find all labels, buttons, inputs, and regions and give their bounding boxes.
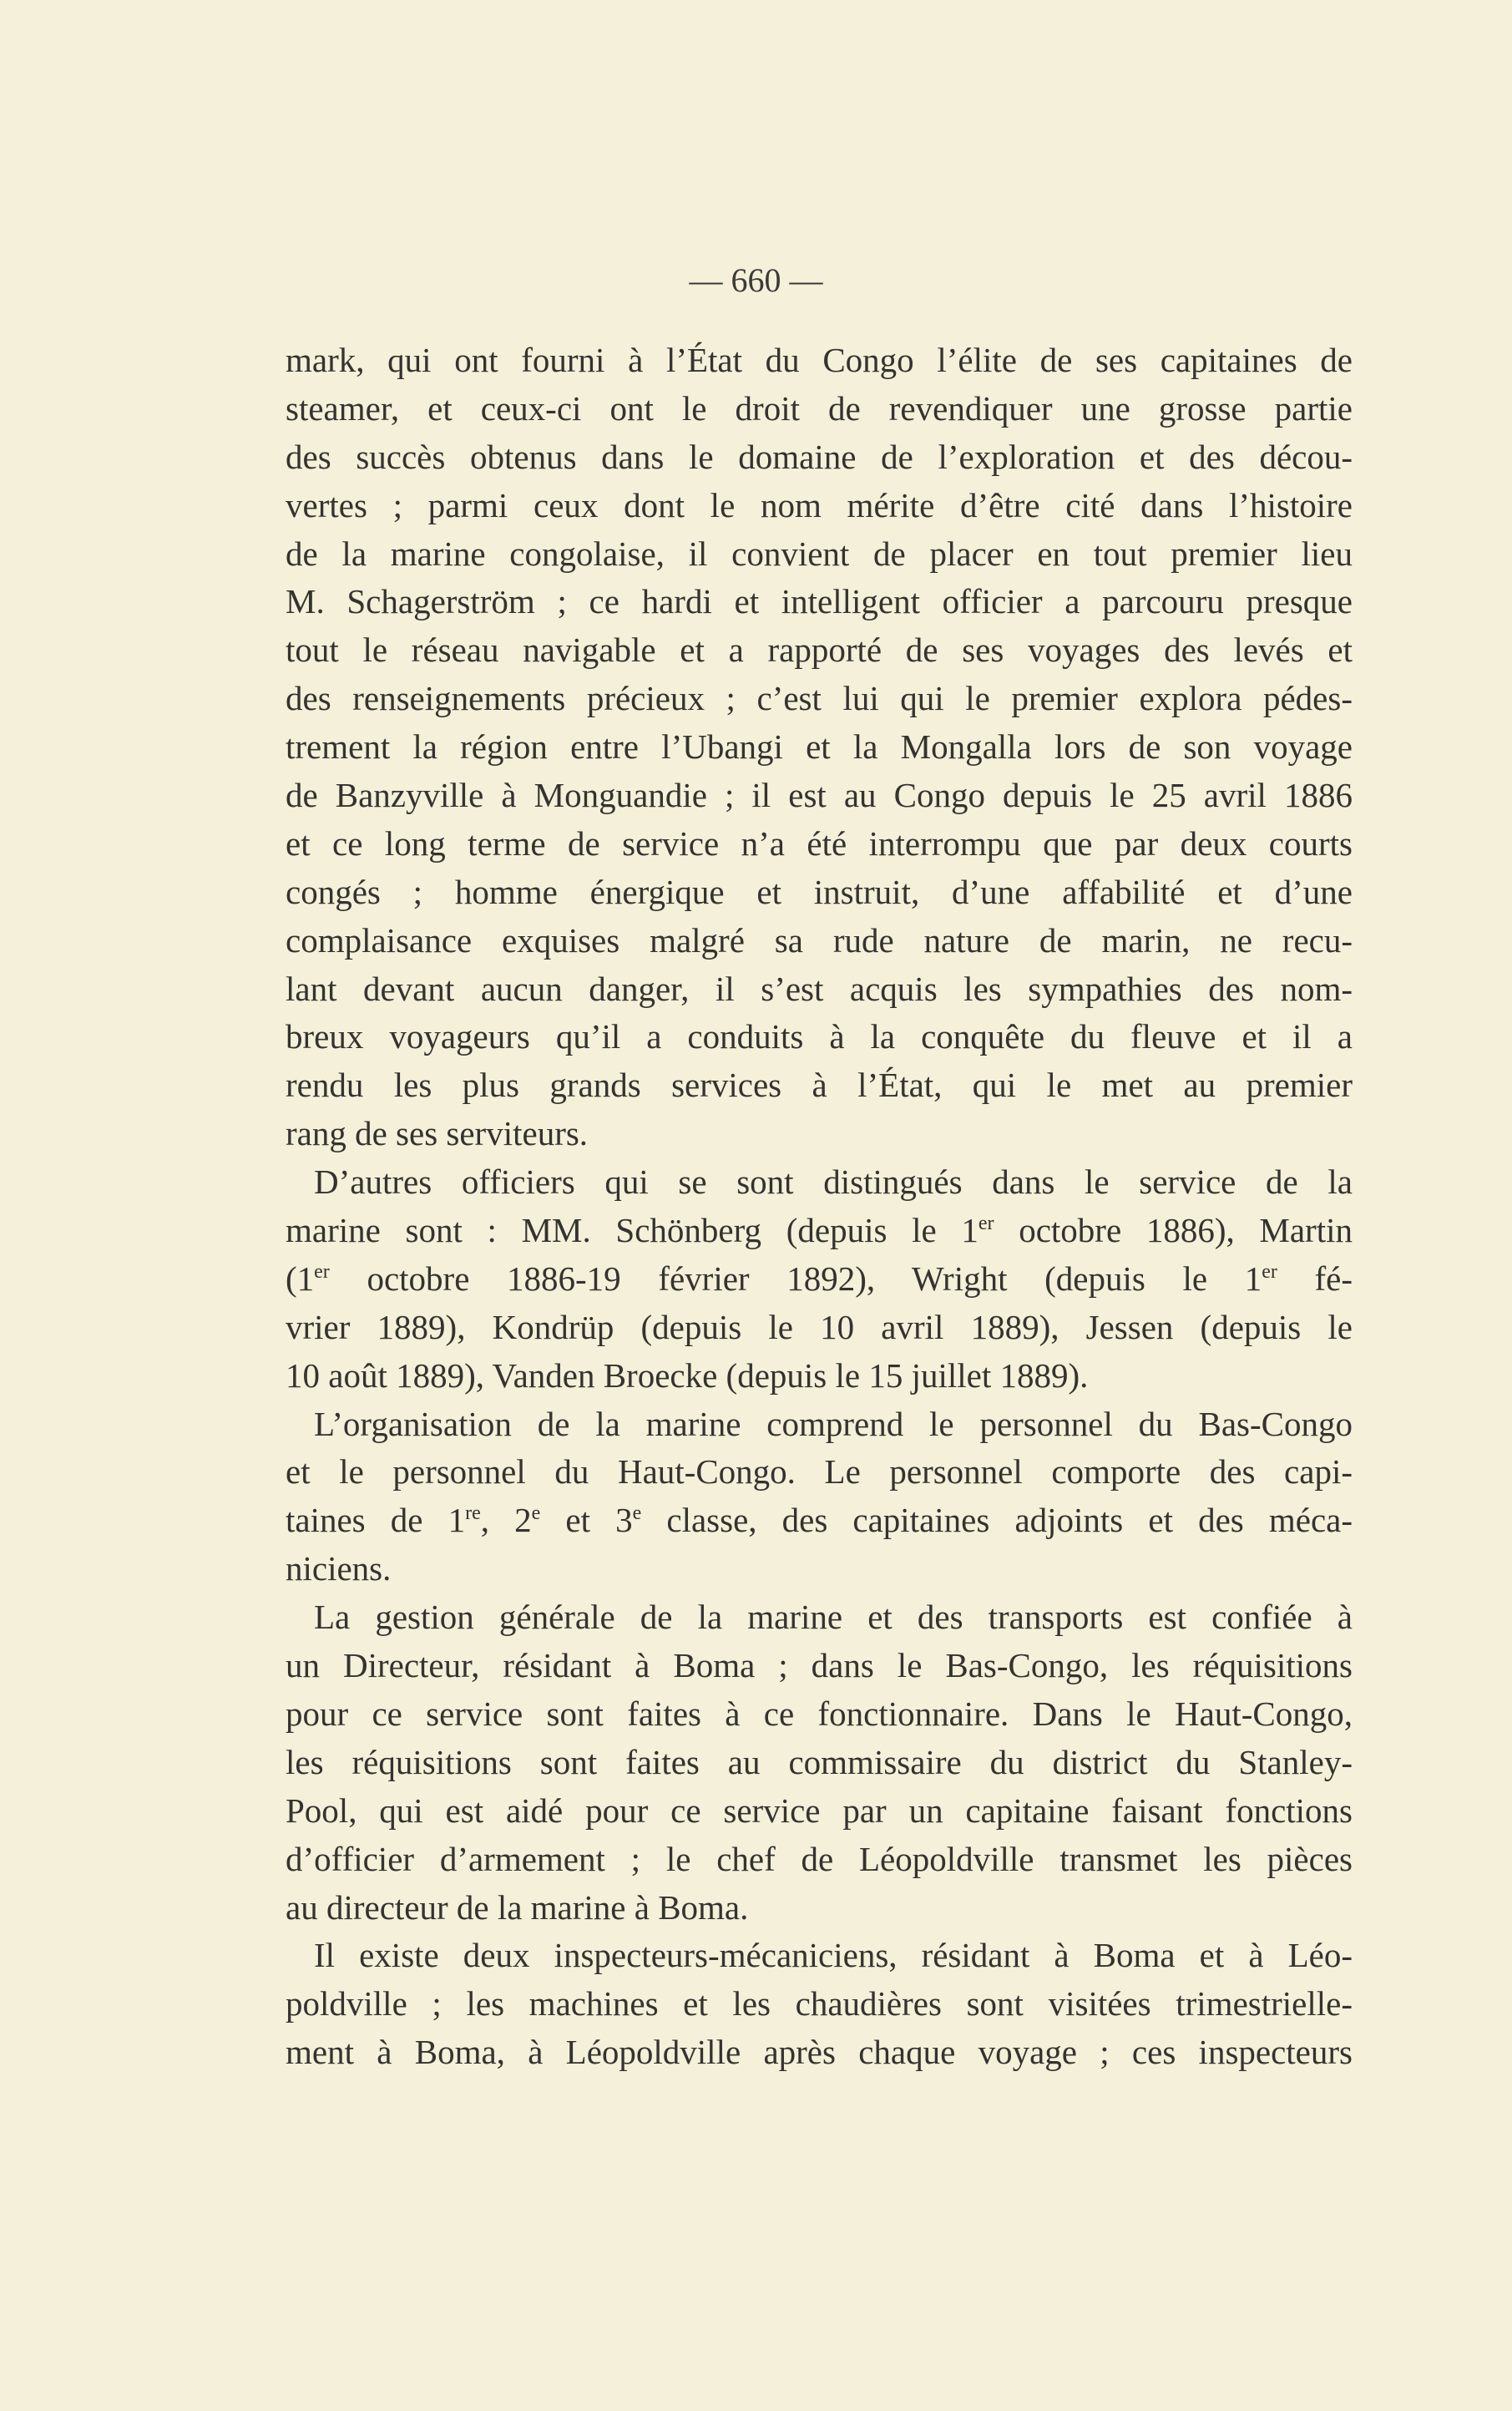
text-line bbox=[286, 578, 1353, 626]
text-segment: taines de 1 bbox=[286, 1501, 466, 1540]
text-segment: et ce long terme de service n’a été interrompu que par deux courts bbox=[286, 823, 1353, 863]
text-line bbox=[286, 482, 1353, 530]
text-line bbox=[286, 433, 1353, 482]
text-segment: Pool, qui est aidé pour ce service par un capitaine faisant fonctions bbox=[286, 1791, 1353, 1830]
text-line bbox=[286, 1836, 1353, 1884]
superscript: er bbox=[314, 1260, 330, 1283]
text-line bbox=[286, 1207, 1353, 1255]
text-line bbox=[286, 1642, 1353, 1690]
text-segment: Il existe deux inspecteurs-mécaniciens, résidant à Boma et à Léo- bbox=[314, 1936, 1353, 1975]
body-text bbox=[286, 337, 1353, 2077]
text-segment: ment à Boma, à Léopoldville après chaque voyage ; ces inspecteurs bbox=[286, 2033, 1353, 2072]
text-segment: (1 bbox=[286, 1259, 315, 1298]
text-line bbox=[286, 1448, 1353, 1497]
text-line bbox=[286, 2029, 1353, 2077]
text-line bbox=[286, 1110, 1353, 1158]
text-line bbox=[286, 1158, 1353, 1207]
text-line bbox=[286, 1739, 1353, 1787]
text-segment: complaisance exquises malgré sa rude nature de marin, ne recu- bbox=[286, 920, 1353, 960]
text-segment: rendu les plus grands services à l’État, qui le met au premier bbox=[286, 1066, 1353, 1105]
text-segment: des renseignements précieux ; c’est lui qui le premier explora pédes- bbox=[286, 679, 1353, 718]
text-line bbox=[286, 1545, 1353, 1593]
text-segment: trement la région entre l’Ubangi et la Mongalla lors de son voyage bbox=[286, 727, 1353, 767]
text-line bbox=[286, 1690, 1353, 1739]
text-segment: La gestion générale de la marine et des transports est confiée à bbox=[314, 1598, 1353, 1637]
text-line bbox=[286, 337, 1353, 385]
text-line bbox=[286, 723, 1353, 772]
text-segment: 10 août 1889), Vanden Broecke (depuis le 15 juillet 1889). bbox=[286, 1355, 1089, 1395]
text-segment: et 3 bbox=[540, 1501, 633, 1540]
text-line bbox=[286, 1787, 1353, 1836]
text-segment: niciens. bbox=[286, 1549, 392, 1588]
paragraph bbox=[286, 1158, 1353, 1400]
superscript: e bbox=[632, 1502, 642, 1525]
text-segment: mark, qui ont fourni à l’État du Congo l’élite de ses capitaines de bbox=[286, 341, 1353, 379]
superscript: e bbox=[531, 1502, 541, 1525]
text-line bbox=[286, 1593, 1353, 1642]
text-segment: lant devant aucun danger, il s’est acquis les sympathies des nom- bbox=[286, 969, 1353, 1008]
text-segment: poldville ; les machines et les chaudières sont visitées trimestrielle- bbox=[286, 1984, 1353, 2024]
text-line bbox=[286, 965, 1353, 1014]
text-segment: classe, des capitaines adjoints et des méca- bbox=[641, 1501, 1353, 1540]
text-line bbox=[286, 530, 1353, 579]
text-segment: au directeur de la marine à Boma. bbox=[286, 1887, 749, 1927]
text-segment: rang de ses serviteurs. bbox=[286, 1114, 589, 1153]
text-line bbox=[286, 1980, 1353, 2029]
text-line bbox=[286, 1497, 1353, 1545]
text-line bbox=[286, 675, 1353, 723]
text-segment: les réquisitions sont faites au commissaire du district du Stanley- bbox=[286, 1742, 1353, 1781]
superscript: er bbox=[978, 1213, 994, 1235]
paragraph bbox=[286, 1593, 1353, 1932]
text-segment: vrier 1889), Kondrüp (depuis le 10 avril 1889), Jessen (depuis le bbox=[286, 1307, 1353, 1346]
text-line bbox=[286, 1304, 1353, 1352]
text-segment: D’autres officiers qui se sont distingués dans le service de la bbox=[314, 1162, 1353, 1202]
text-segment: de Banzyville à Monguandie ; il est au Congo depuis le 25 avril 1886 bbox=[286, 776, 1353, 815]
text-line bbox=[286, 626, 1353, 675]
text-line bbox=[286, 1884, 1353, 1932]
text-line bbox=[286, 1013, 1353, 1061]
text-segment: pour ce service sont faites à ce fonctionnaire. Dans le Haut-Congo, bbox=[286, 1694, 1353, 1733]
text-segment: , 2 bbox=[480, 1501, 532, 1540]
text-segment: tout le réseau navigable et a rapporté de ses voyages des levés et bbox=[286, 631, 1353, 670]
text-line bbox=[286, 917, 1353, 965]
text-line bbox=[286, 385, 1353, 433]
paragraph bbox=[286, 1401, 1353, 1594]
superscript: re bbox=[465, 1502, 481, 1525]
text-line bbox=[286, 1401, 1353, 1449]
text-line bbox=[286, 772, 1353, 820]
text-segment: octobre 1886), Martin bbox=[994, 1211, 1353, 1250]
text-segment: L’organisation de la marine comprend le personnel du Bas-Congo bbox=[314, 1404, 1353, 1443]
text-line bbox=[286, 869, 1353, 917]
text-segment: des succès obtenus dans le domaine de l’exploration et des décou- bbox=[286, 437, 1353, 476]
text-segment: vertes ; parmi ceux dont le nom mérite d’être cité dans l’histoire bbox=[286, 485, 1353, 524]
text-line bbox=[286, 1932, 1353, 1980]
text-segment: fé- bbox=[1277, 1259, 1353, 1298]
paragraph bbox=[286, 337, 1353, 1158]
text-segment: marine sont : MM. Schönberg (depuis le 1 bbox=[286, 1211, 979, 1250]
text-segment: et le personnel du Haut-Congo. Le personnel comporte des capi- bbox=[286, 1452, 1353, 1492]
text-segment: de la marine congolaise, il convient de placer en tout premier lieu bbox=[286, 534, 1353, 573]
text-segment: octobre 1886-19 février 1892), Wright (depuis le 1 bbox=[329, 1259, 1262, 1298]
text-segment: M. Schagerström ; ce hardi et intelligent officier a parcouru presque bbox=[286, 582, 1353, 621]
text-line bbox=[286, 1255, 1353, 1304]
text-line bbox=[286, 820, 1353, 869]
text-segment: breux voyageurs qu’il a conduits à la conquête du fleuve et il a bbox=[286, 1017, 1353, 1056]
text-segment: d’officier d’armement ; le chef de Léopoldville transmet les pièces bbox=[286, 1839, 1353, 1878]
text-line bbox=[286, 1061, 1353, 1110]
text-segment: un Directeur, résidant à Boma ; dans le Bas-Congo, les réquisitions bbox=[286, 1646, 1353, 1685]
text-segment: congés ; homme énergique et instruit, d’une affabilité et d’une bbox=[286, 872, 1353, 911]
superscript: er bbox=[1262, 1260, 1277, 1283]
text-segment: steamer, et ceux-ci ont le droit de revendiquer une grosse partie bbox=[286, 388, 1353, 428]
paragraph bbox=[286, 1932, 1353, 2077]
page-number: — 660 — bbox=[689, 261, 823, 299]
text-line bbox=[286, 1352, 1353, 1401]
